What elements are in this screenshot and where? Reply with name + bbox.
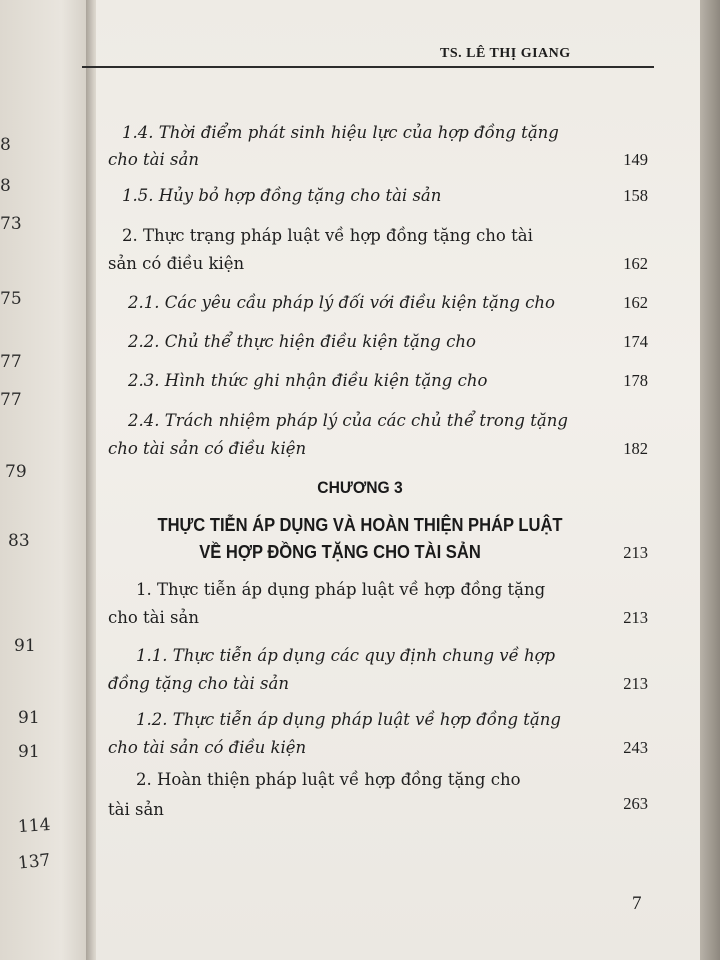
toc-entry: tài sản: [108, 800, 164, 819]
toc-entry: 2.4. Trách nhiệm pháp lý của các chủ thể trong tặng: [128, 411, 568, 430]
toc-page-number: 149: [623, 150, 648, 169]
left-page-number: 83: [8, 531, 30, 551]
toc-page-number: 182: [623, 439, 648, 458]
toc-page-number: 263: [623, 794, 648, 813]
toc-page-number: 178: [623, 371, 648, 390]
chapter-title-line2: VỀ HỢP ĐỒNG TẶNG CHO TÀI SẢN: [199, 542, 481, 562]
toc-entry: cho tài sản: [108, 150, 199, 169]
toc-entry: cho tài sản có điều kiện: [108, 439, 307, 458]
toc-entry: cho tài sản có điều kiện: [108, 738, 307, 757]
toc-entry: 2.1. Các yêu cầu pháp lý đối với điều kiện tặng cho: [128, 293, 555, 312]
toc-page-number: 243: [623, 738, 648, 757]
left-page-number: 8: [0, 176, 11, 196]
toc-entry: 1.4. Thời điểm phát sinh hiệu lực của hợp đồng tặng: [122, 123, 559, 142]
toc-page-number: 162: [623, 293, 648, 312]
toc-entry: 2. Hoàn thiện pháp luật về hợp đồng tặng cho: [136, 770, 521, 789]
toc-entry: 2. Thực trạng pháp luật về hợp đồng tặng cho tài: [122, 226, 533, 245]
left-page-number: 91: [18, 708, 40, 728]
toc-page-number: 158: [623, 186, 648, 205]
toc-page-number: 213: [623, 608, 648, 627]
toc-entry: 2.2. Chủ thể thực hiện điều kiện tặng cho: [128, 332, 476, 351]
toc-entry: 1.1. Thực tiễn áp dụng các quy định chung về hợp: [136, 646, 556, 665]
toc-entry: cho tài sản: [108, 608, 199, 627]
toc-entry: 1. Thực tiễn áp dụng pháp luật về hợp đồng tặng: [136, 580, 546, 599]
left-page-number: 91: [18, 742, 40, 762]
toc-entry: đồng tặng cho tài sản: [108, 674, 289, 693]
chapter-label: CHƯƠNG 3: [317, 478, 403, 497]
toc-entry: 1.2. Thực tiễn áp dụng pháp luật về hợp đồng tặng: [136, 710, 561, 729]
page-edge-shadow: [700, 0, 720, 960]
left-page-number: 73: [0, 214, 22, 234]
toc-page-number: 213: [623, 674, 648, 693]
toc-entry: 2.3. Hình thức ghi nhận điều kiện tặng cho: [128, 371, 488, 390]
left-page-number: 91: [14, 636, 36, 656]
toc-entry: sản có điều kiện: [108, 254, 245, 273]
left-page-number: 114: [17, 814, 52, 838]
left-page-number: 75: [0, 289, 22, 309]
chapter-title-line1: THỰC TIỄN ÁP DỤNG VÀ HOÀN THIỆN PHÁP LUẬT: [157, 515, 563, 535]
left-page-number: 137: [17, 850, 52, 874]
left-page-number: 8: [0, 135, 11, 155]
toc-page-number: 162: [623, 254, 648, 273]
toc-page-number: 174: [623, 332, 648, 351]
toc-entry: 1.5. Hủy bỏ hợp đồng tặng cho tài sản: [122, 186, 442, 205]
left-page-number: 77: [0, 390, 22, 410]
left-page-number: 79: [5, 462, 27, 482]
header-rule: [82, 66, 654, 68]
toc-page-number: 213: [623, 543, 648, 562]
running-header: TS. LÊ THỊ GIANG: [440, 46, 571, 61]
left-page-number: 77: [0, 352, 22, 372]
page-folio: 7: [632, 893, 642, 914]
